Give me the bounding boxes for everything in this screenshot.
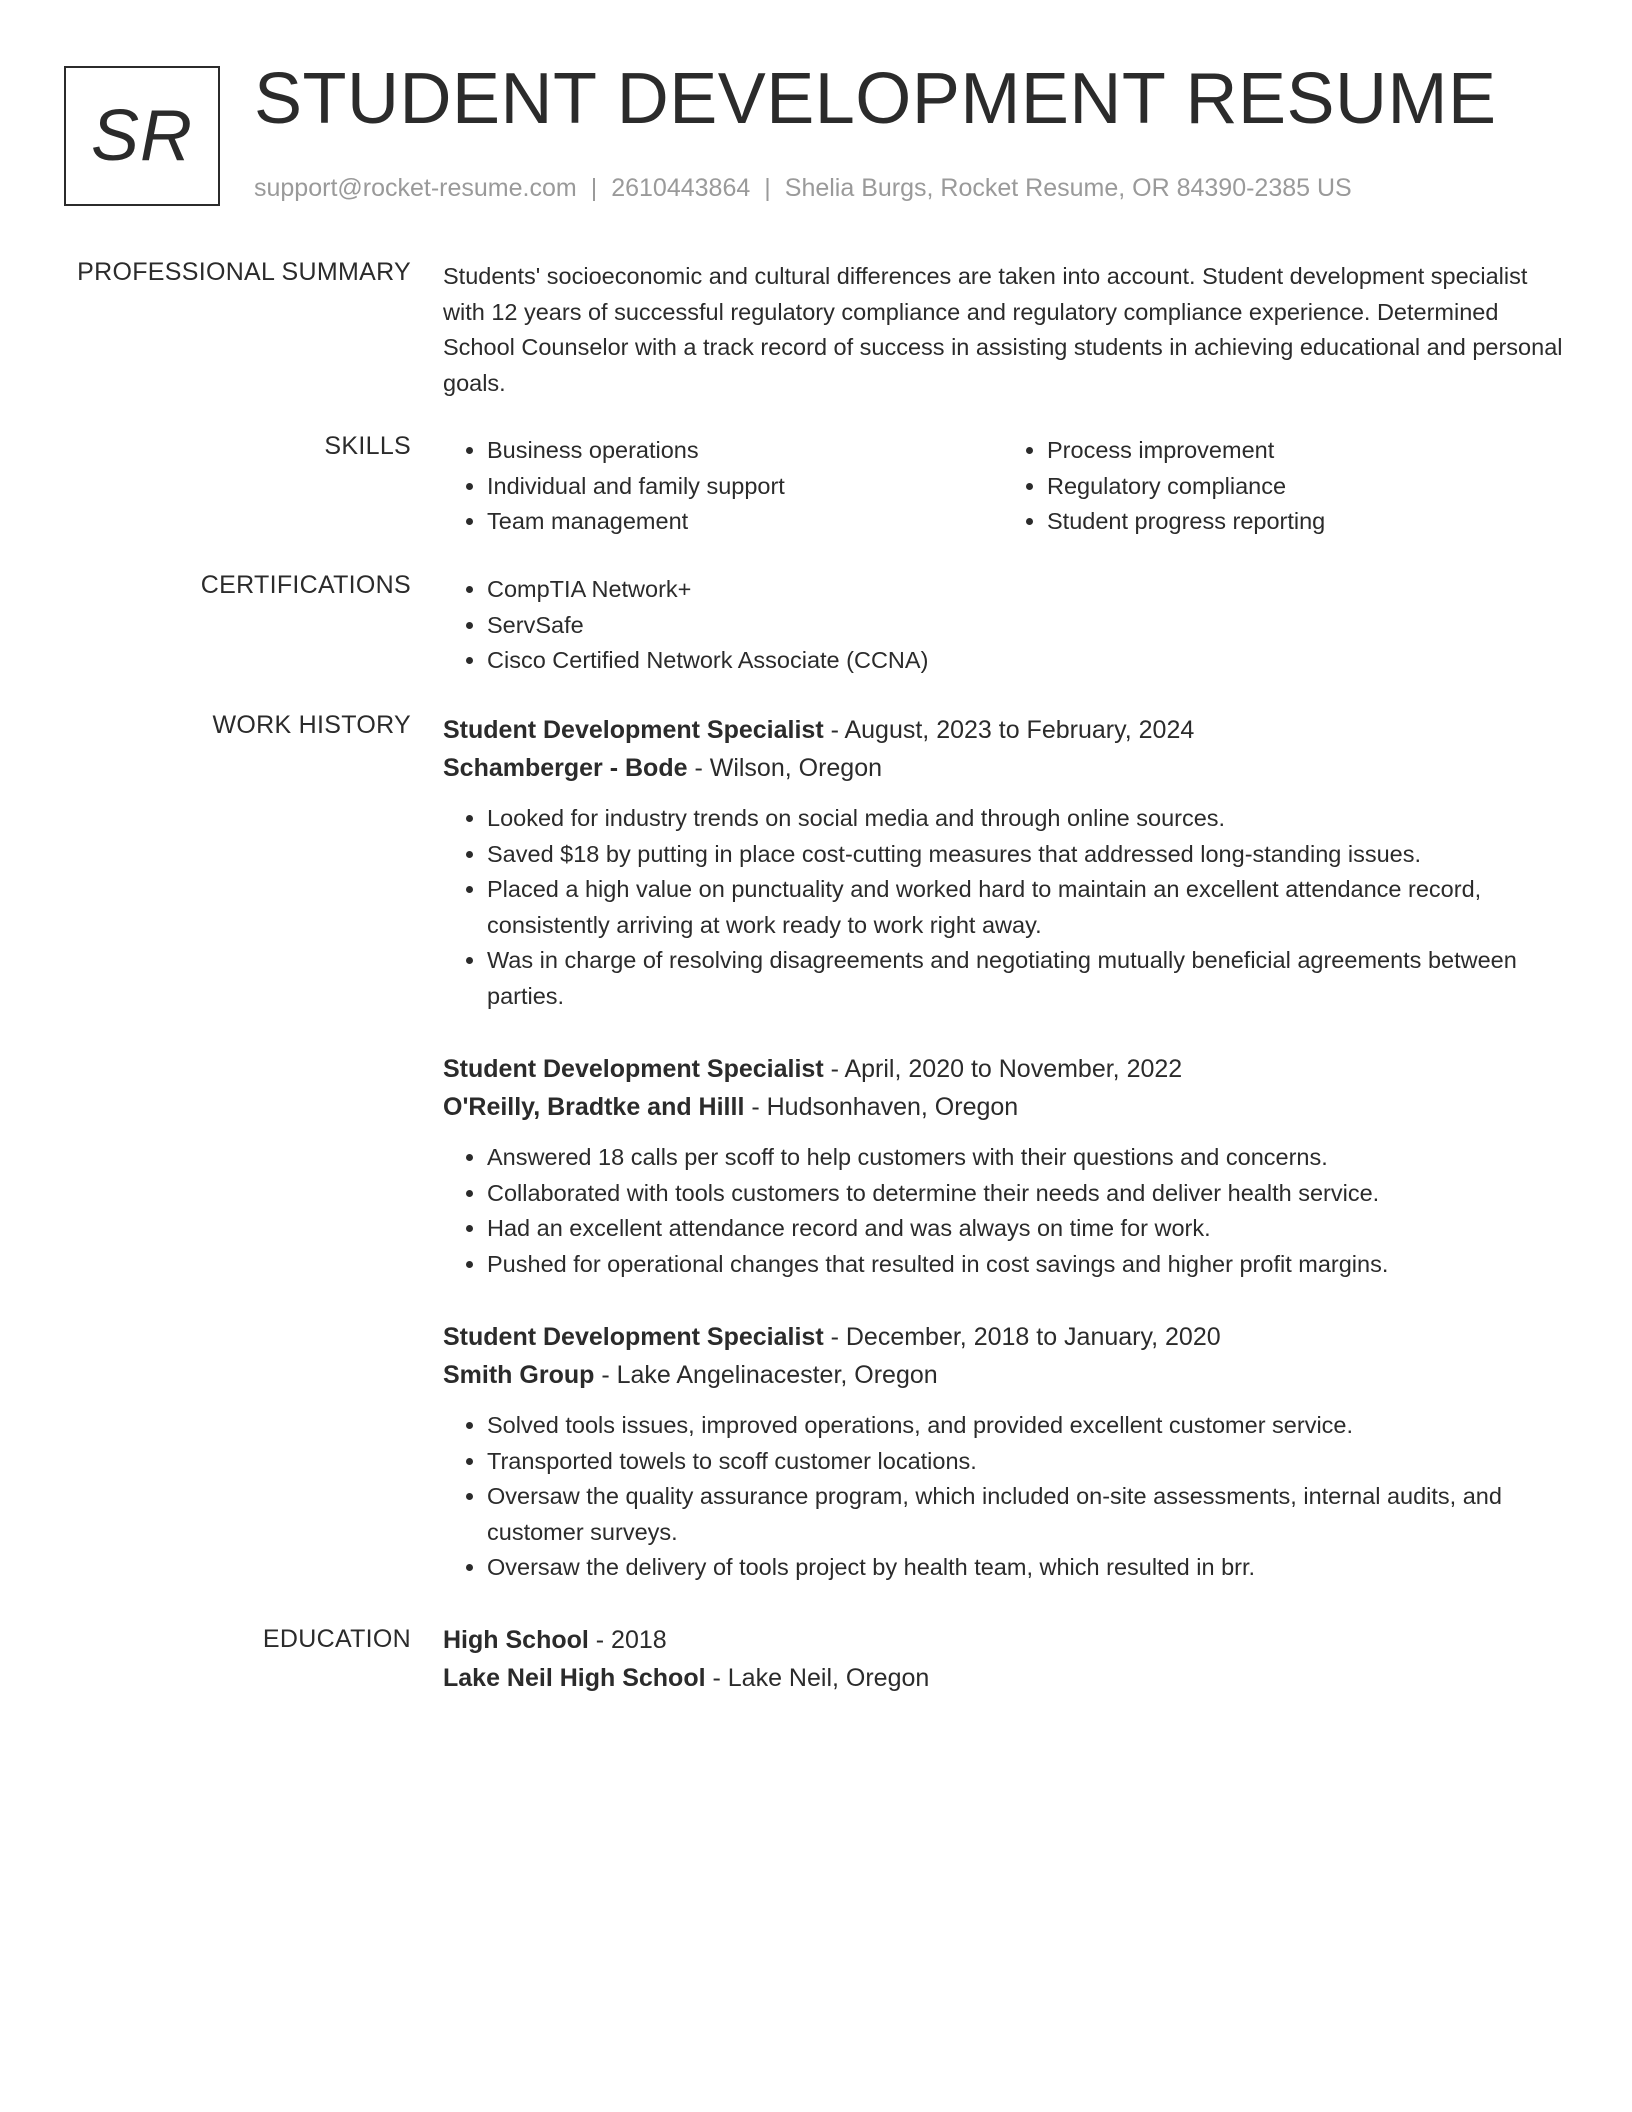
skill-item: • Process improvement (1047, 433, 1563, 469)
certification-item: • Cisco Certified Network Associate (CCNA) (487, 643, 1563, 679)
education-degree: High School (443, 1626, 589, 1654)
contact-separator: | (590, 174, 598, 202)
job-title: Student Development Specialist (443, 1055, 824, 1083)
job-duty: • Answered 18 calls per scoff to help customers with their questions and concerns. (487, 1140, 1563, 1176)
job-duty: • Transported towels to scoff customer locations. (487, 1444, 1563, 1480)
skills-list-right (1003, 433, 1563, 540)
job-company-line (443, 749, 1563, 787)
certification-item: • ServSafe (487, 608, 1563, 644)
job-entry (443, 1318, 1563, 1586)
job-duties-list (443, 1408, 1563, 1586)
job-title-line (443, 1050, 1563, 1088)
skills-list-left (443, 433, 1003, 540)
education-location: - Lake Neil, Oregon (705, 1664, 930, 1692)
skills-columns (443, 433, 1563, 540)
job-duty: • Was in charge of resolving disagreements and negotiating mutually beneficial agreements between parties. (487, 943, 1563, 1014)
job-title: Student Development Specialist (443, 1323, 824, 1351)
job-company-line (443, 1088, 1563, 1126)
job-duty: • Solved tools issues, improved operations, and provided excellent customer service. (487, 1408, 1563, 1444)
certification-item: • CompTIA Network+ (487, 572, 1563, 608)
job-dates: - August, 2023 to February, 2024 (823, 716, 1195, 744)
skill-item: • Business operations (487, 433, 1003, 469)
monogram-logo: SR (64, 66, 220, 206)
job-duty: • Oversaw the quality assurance program, which included on-site assessments, internal audits, and customer surveys. (487, 1479, 1563, 1550)
resume-header (64, 59, 1564, 208)
job-duty: • Oversaw the delivery of tools project by health team, which resulted in brr. (487, 1550, 1563, 1586)
skill-item: • Individual and family support (487, 469, 1003, 505)
summary-text: Students' socioeconomic and cultural differences are taken into account. Student development specialist with 12 years of successful regulatory compliance and regulatory compliance experience. Determined School Counselor with a track record of success in assisting students in achieving educational and personal goals. (443, 263, 1563, 396)
contact-email[interactable]: support@rocket-resume.com (254, 174, 577, 202)
contact-line (254, 174, 1352, 203)
education-degree-line (443, 1621, 1563, 1659)
contact-separator: | (764, 174, 771, 202)
education-school: Lake Neil High School (443, 1664, 706, 1692)
education-body (443, 1621, 1563, 1697)
education-year: - 2018 (588, 1626, 667, 1654)
skill-item: • Team management (487, 504, 1003, 540)
job-duty: • Saved $18 by putting in place cost-cutting measures that addressed long-standing issues. (487, 837, 1563, 873)
job-duty: • Placed a high value on punctuality and worked hard to maintain an excellent attendance record, consistently arriving at work ready to work right away. (487, 872, 1563, 943)
job-entry (443, 711, 1563, 1014)
job-duties-list (443, 1140, 1563, 1282)
job-duty: • Pushed for operational changes that resulted in cost savings and higher profit margins. (487, 1247, 1563, 1283)
section-label-certifications: CERTIFICATIONS (200, 571, 411, 599)
skills-body (443, 433, 1563, 540)
section-label-work-history: WORK HISTORY (212, 711, 411, 739)
job-duties-list (443, 801, 1563, 1014)
job-location: - Hudsonhaven, Oregon (744, 1093, 1019, 1121)
contact-address: Shelia Burgs, Rocket Resume, OR 84390-2385 US (784, 174, 1352, 202)
job-entry (443, 1050, 1563, 1282)
job-company: Smith Group (443, 1361, 595, 1389)
job-location: - Wilson, Oregon (687, 754, 883, 782)
resume-title: STUDENT DEVELOPMENT RESUME (254, 59, 1497, 139)
job-duty: • Collaborated with tools customers to determine their needs and deliver health service. (487, 1176, 1563, 1212)
summary-body (443, 259, 1563, 401)
job-duty: • Looked for industry trends on social media and through online sources. (487, 801, 1563, 837)
certifications-list (443, 572, 1563, 679)
job-duty: • Had an excellent attendance record and was always on time for work. (487, 1211, 1563, 1247)
job-company-line (443, 1356, 1563, 1394)
job-company: O'Reilly, Bradtke and Hilll (443, 1093, 745, 1121)
job-company: Schamberger - Bode (443, 754, 688, 782)
job-dates: - December, 2018 to January, 2020 (823, 1323, 1221, 1351)
education-school-line (443, 1659, 1563, 1697)
section-label-summary: PROFESSIONAL SUMMARY (77, 258, 411, 286)
job-title-line (443, 1318, 1563, 1356)
section-label-education: EDUCATION (262, 1625, 411, 1653)
job-location: - Lake Angelinacester, Oregon (594, 1361, 938, 1389)
job-title: Student Development Specialist (443, 716, 824, 744)
job-dates: - April, 2020 to November, 2022 (823, 1055, 1183, 1083)
section-label-skills: SKILLS (324, 432, 411, 460)
certifications-body (443, 572, 1563, 679)
skill-item: • Regulatory compliance (1047, 469, 1563, 505)
skill-item: • Student progress reporting (1047, 504, 1563, 540)
work-history-body (443, 711, 1563, 1586)
contact-phone[interactable]: 2610443864 (611, 174, 751, 202)
job-title-line (443, 711, 1563, 749)
